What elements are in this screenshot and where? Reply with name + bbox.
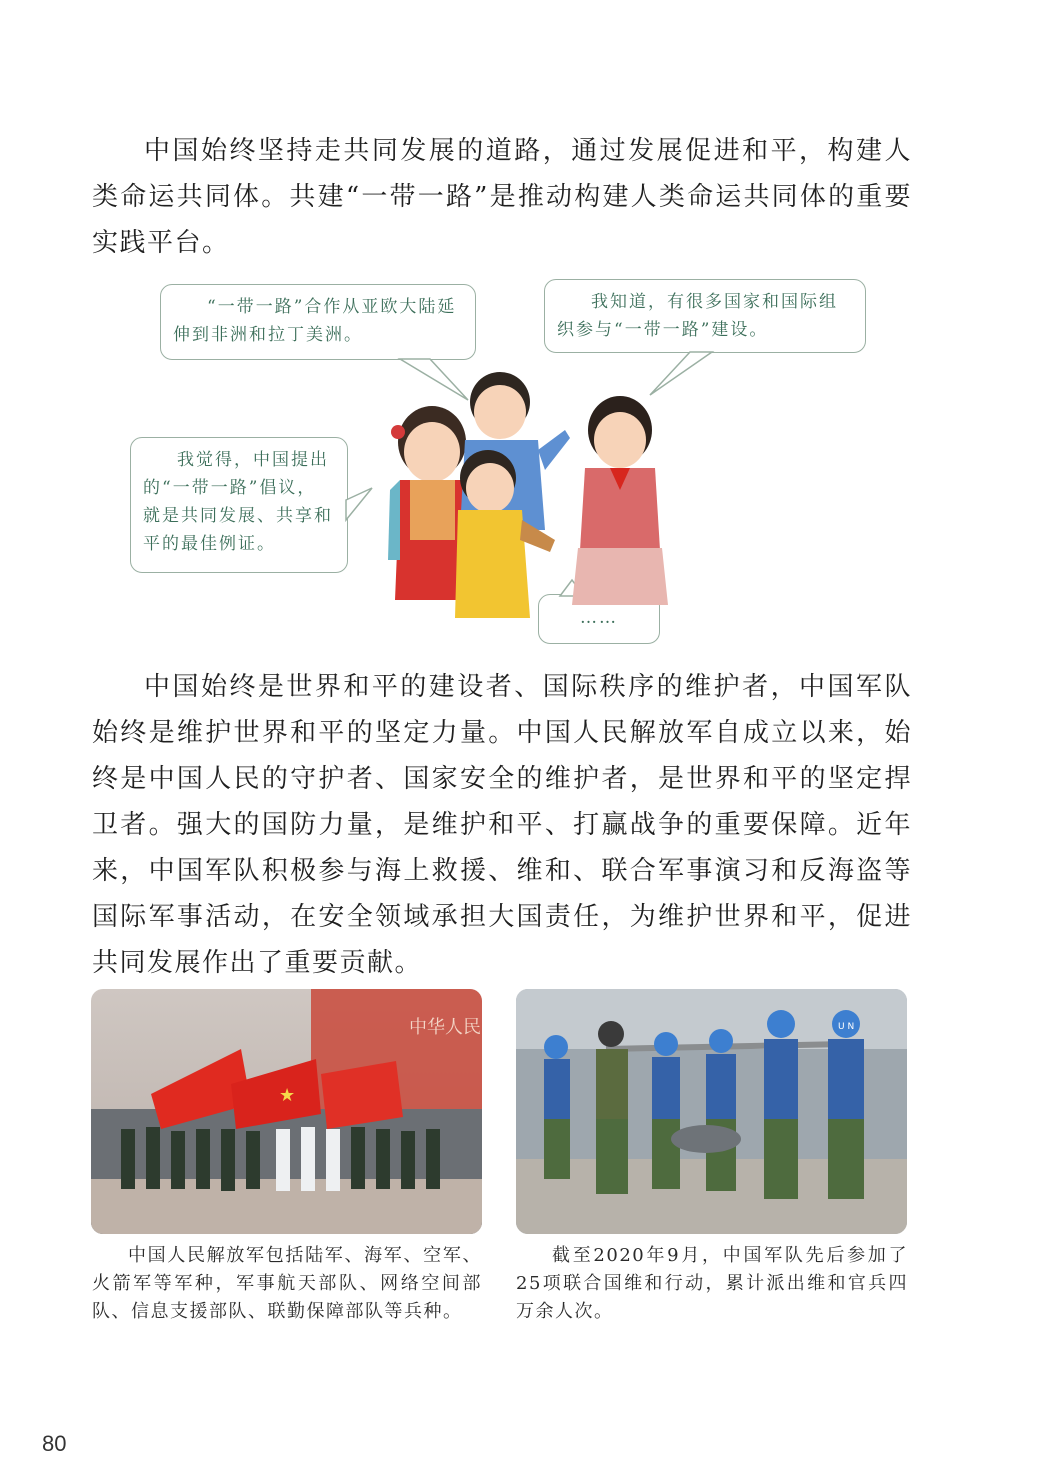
body-paragraph-2: 中国始终是世界和平的建设者、国际秩序的维护者，中国军队始终是维护世界和平的坚定力量。中国人民解放军自成立以来，始终是中国人民的守护者、国家安全的维护者，是世界和平的坚定捍卫者。强大的国防力量，是维护和平、打赢战争的重要保障。近年来，中国军队积极参与海上救援、维和、联合军事演习和反海盗等国际军事活动，在安全领域承担大国责任，为维护世界和平，促进共同发展作出了重要贡献。 — [92, 672, 912, 978]
photo-caption-1 — [92, 1242, 482, 1326]
parade-banner-text: 中华人民 — [409, 1017, 481, 1038]
speech-bubble-1-text: “一带一路”合作从亚欧大陆延伸到非洲和拉丁美洲。 — [173, 297, 457, 345]
bubble-3-tail — [346, 488, 372, 520]
un-helmet-text: U N — [838, 1022, 855, 1032]
military-parade-photo — [91, 989, 482, 1234]
photo-caption-2-text: 截至2020年9月，中国军队先后参加了25项联合国维和行动，累计派出维和官兵四万余人次。 — [516, 1245, 908, 1322]
body-paragraph-1: 中国始终坚持走共同发展的道路，通过发展促进和平，构建人类命运共同体。共建“一带一路”是推动构建人类命运共同体的重要实践平台。 — [92, 136, 912, 258]
photo-caption-2 — [516, 1242, 908, 1326]
svg-text:★: ★ — [279, 1085, 296, 1106]
speech-bubble-4-text: …… — [580, 608, 618, 628]
page-number: 80 — [42, 1431, 67, 1456]
peacekeepers-photo — [516, 989, 907, 1234]
speech-bubble-3-text: 我觉得，中国提出的“一带一路”倡议，就是共同发展、共享和平的最佳例证。 — [143, 450, 333, 554]
speech-bubble-2-text: 我知道，有很多国家和国际组织参与“一带一路”建设。 — [557, 292, 838, 340]
photo-caption-1-text: 中国人民解放军包括陆军、海军、空军、火箭军等军种，军事航天部队、网络空间部队、信息支援部队、联勤保障部队等兵种。 — [92, 1245, 482, 1322]
children-illustration — [370, 360, 670, 620]
unexploded-ordnance — [671, 1125, 741, 1153]
girl-right-figure — [572, 396, 668, 605]
